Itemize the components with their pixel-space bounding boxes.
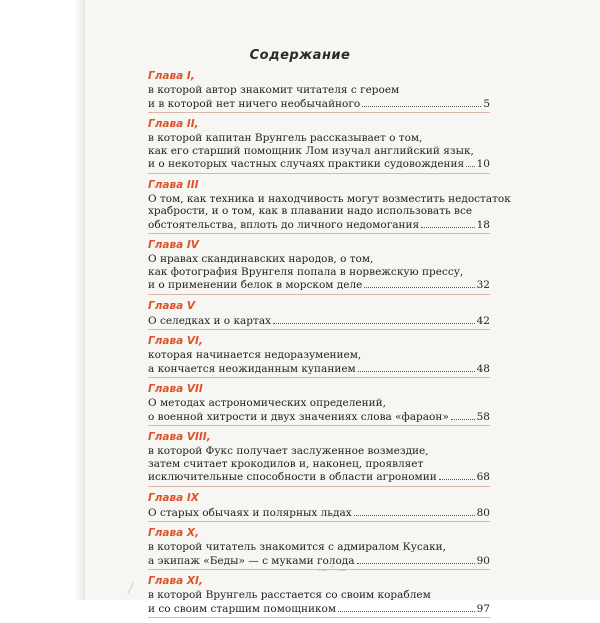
page-number: 90 [476,554,490,567]
leader-dots [451,410,475,420]
chapter-heading: Глава VI, [148,335,203,347]
chapter-description-last-line [148,506,490,520]
page-number: 68 [476,471,490,483]
toc-entry [148,239,490,295]
page-number: 97 [476,602,490,615]
print-mark: ⁓ ˉ ⁓ [318,566,347,576]
leader-dots [357,554,475,564]
page-number: 42 [476,314,490,327]
page-number: 18 [476,218,490,231]
toc-entry [148,300,490,331]
chapter-description-text: исключительные способности в области агрономии [148,471,437,483]
chapter-heading: Глава XI, [148,575,203,587]
chapter-description-line: О нравах скандинавских народов, о том, [148,253,374,265]
leader-dots [421,218,475,228]
leader-dots [358,362,475,372]
chapter-description-last-line [148,410,490,424]
chapter-description-line: О методах астрономических определений, [148,397,386,409]
toc-entry [148,492,490,523]
chapter-heading: Глава VIII, [148,431,211,443]
page-number: 80 [476,506,490,519]
toc-entry [148,178,511,235]
chapter-description-text: О старых обычаях и полярных льдах [148,506,352,519]
chapter-description-text: и о применении белок в морском деле [148,279,363,291]
page-number: 48 [476,362,490,375]
chapter-heading: Глава IV [148,239,199,251]
chapter-description-last-line [148,157,490,171]
chapter-description-line: в которой Фукс получает заслуженное возмездие, [148,445,429,457]
chapter-description-text: о военной хитрости и двух значениях слова «фараон» [148,410,449,423]
chapter-description-last-line [148,278,490,292]
chapter-description-line: в которой читатель знакомится с адмиралом Кусаки, [148,541,447,553]
leader-dots [354,506,475,516]
chapter-description-line: как его старший помощник Лом изучал английский язык, [148,144,474,157]
chapter-description-last-line [148,218,490,232]
page-number: 10 [476,158,490,170]
chapter-heading: Глава III [148,178,199,191]
chapter-description-text: и в которой нет ничего необычайного [148,97,361,110]
chapter-description-line: которая начинается недоразумением, [148,349,362,361]
leader-dots [338,602,475,612]
page-title: Содержание [249,48,351,63]
toc-entry [148,118,490,174]
chapter-description-text: обстоятельства, вплоть до личного недомогания [148,218,420,231]
chapter-heading: Глава IX [148,491,199,504]
page-number: 32 [476,279,490,291]
chapter-description-line: в которой Врунгель расстается со своим кораблем [148,589,431,601]
page-gutter-shadow [74,0,84,600]
chapter-heading: Глава V [148,299,195,312]
leader-dots [439,470,475,480]
chapter-description-last-line [148,97,490,111]
chapter-description-line: О том, как техника и находчивость могут возместить недостаток [148,192,511,205]
toc-entry [148,70,490,113]
leader-dots [364,278,474,288]
chapter-description-line: храбрости, и о том, как в плавании надо использовать все [148,205,473,217]
page-number: 58 [476,410,490,423]
leader-dots [273,314,475,324]
toc-entry [148,335,490,378]
chapter-description-text: и о некоторых частных случаях практики судовождения [148,158,465,170]
chapter-description-text: а кончается неожиданным купанием [148,362,356,375]
chapter-description-line: в которой автор знакомит читателя с героем [148,84,400,96]
leader-dots [466,157,474,167]
chapter-description-text: а экипаж «Беды» — с муками голода [148,554,355,567]
chapter-description-last-line [148,362,490,376]
page-number: 5 [483,97,490,110]
leader-dots [362,97,481,107]
chapter-description-line: в которой капитан Врунгель рассказывает о том, [148,132,423,144]
chapter-description-last-line [148,602,490,616]
chapter-description-last-line [148,554,490,568]
table-of-contents [148,70,511,623]
toc-entry [148,527,490,570]
chapter-description-text: и со своим старшим помощником [148,602,337,615]
toc-entry [148,575,490,618]
print-mark-corner: ╱ [128,584,134,594]
chapter-description-last-line [148,314,490,328]
chapter-description-last-line [148,470,490,484]
chapter-heading: Глава I, [148,70,195,82]
toc-entry [148,383,490,426]
chapter-heading: Глава II, [148,118,199,130]
chapter-heading: Глава X, [148,527,199,539]
chapter-description-line: затем считает крокодилов и, наконец, проявляет [148,457,424,470]
chapter-heading: Глава VII [148,383,203,395]
toc-entry [148,431,490,487]
chapter-description-text: О селедках и о картах [148,314,272,327]
chapter-description-line: как фотография Врунгеля попала в норвежскую прессу, [148,265,464,278]
